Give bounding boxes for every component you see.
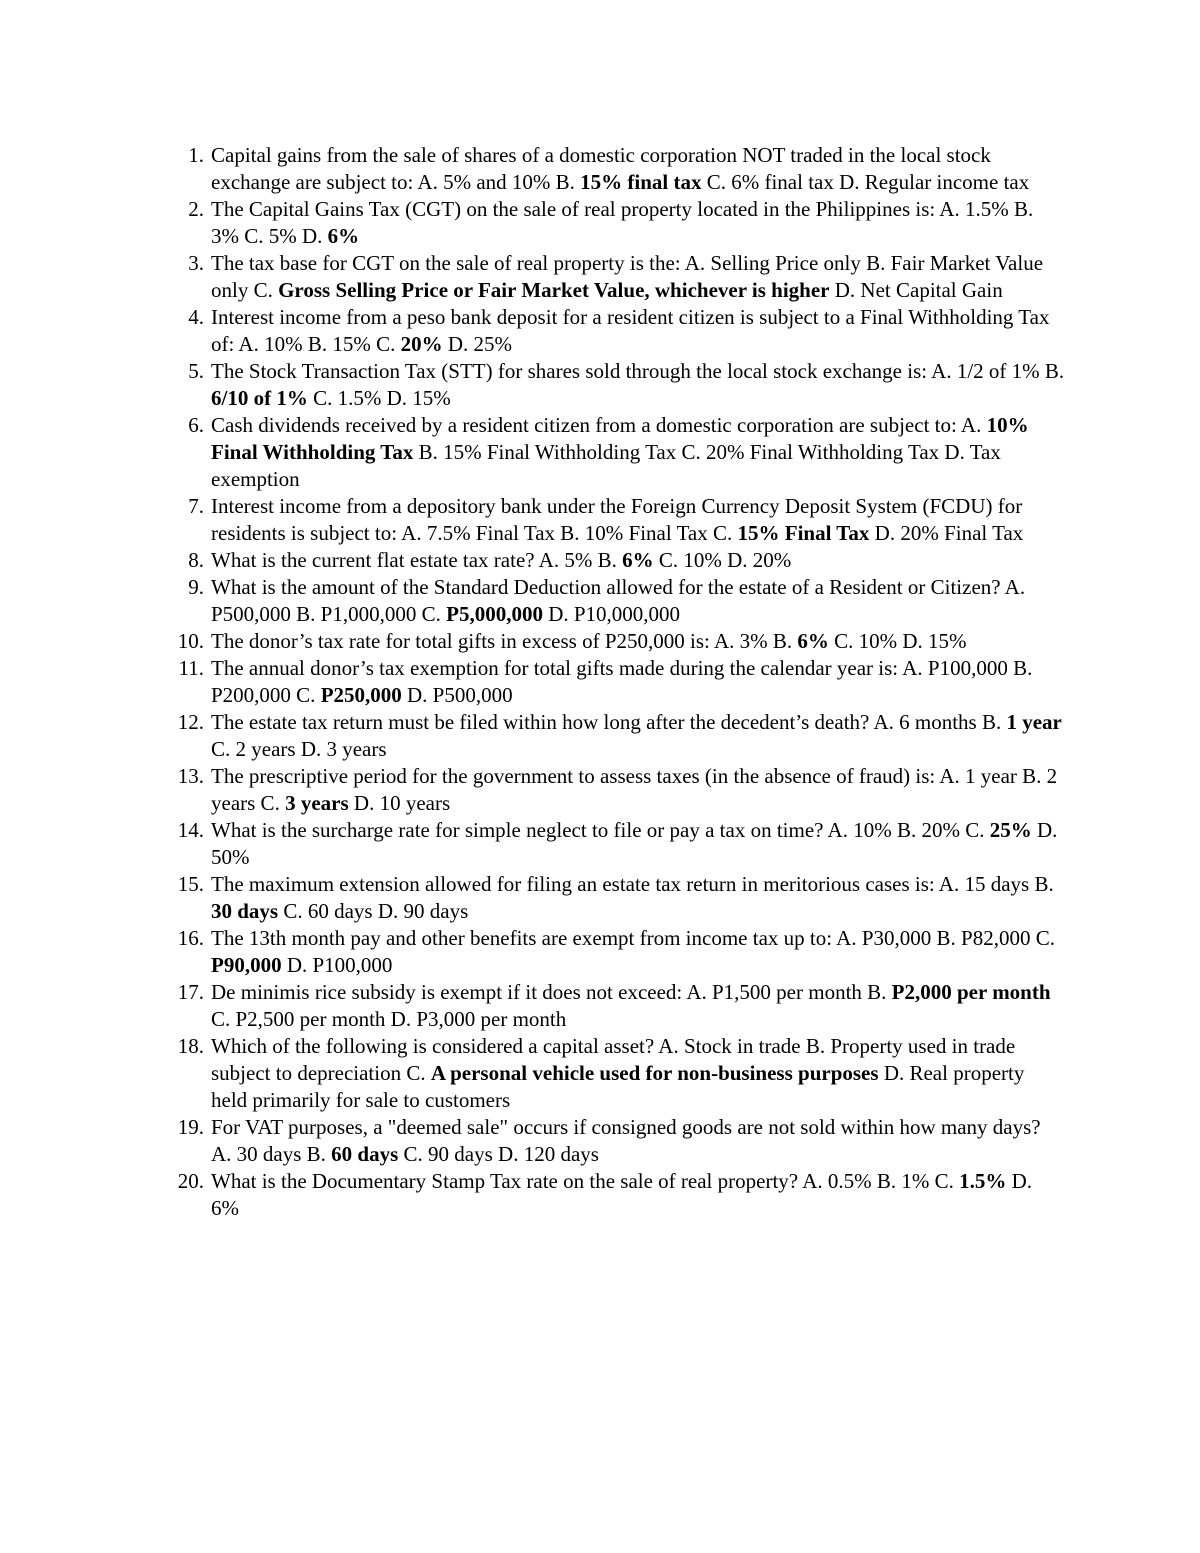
question-number: 17. (177, 980, 204, 1004)
correct-answer: 20% (400, 332, 443, 356)
correct-answer: 6% (327, 224, 360, 248)
question-number: 7. (188, 494, 204, 518)
question-text (211, 548, 791, 572)
question-number: 4. (188, 305, 204, 329)
correct-answer: P2,000 per month (891, 980, 1051, 1004)
question-text-segment: C. 2 years D. 3 years (211, 737, 387, 761)
question-text-segment: D. 50% (211, 818, 1058, 869)
question-text-segment: D. 25% (442, 332, 513, 356)
question-item (170, 250, 1065, 304)
question-item (170, 358, 1065, 412)
question-text (211, 143, 1029, 194)
correct-answer: 1.5% (959, 1169, 1007, 1193)
question-number: 3. (188, 251, 204, 275)
correct-answer: 6/10 of 1% (211, 386, 308, 410)
question-item (170, 1168, 1065, 1222)
question-text-segment: The 13th month pay and other benefits are exempt from income tax up to: A. P30,000 B. P82,000 C. (211, 926, 1055, 950)
question-number: 8. (188, 548, 204, 572)
question-text-segment: What is the current flat estate tax rate? A. 5% B. (211, 548, 623, 572)
correct-answer: A personal vehicle used for non-business purposes (430, 1061, 879, 1085)
question-text-segment: De minimis rice subsidy is exempt if it does not exceed: A. P1,500 per month B. (211, 980, 892, 1004)
question-number: 14. (177, 818, 204, 842)
question-text-segment: D. 20% Final Tax (869, 521, 1024, 545)
question-text (211, 818, 1057, 869)
question-number: 19. (177, 1115, 204, 1139)
question-text (211, 926, 1055, 977)
correct-answer: Gross Selling Price or Fair Market Value, whichever is higher (278, 278, 830, 302)
question-item (170, 871, 1065, 925)
question-text-segment: D. P10,000,000 (542, 602, 681, 626)
correct-answer: 3 years (285, 791, 349, 815)
question-number: 16. (177, 926, 204, 950)
question-item (170, 142, 1065, 196)
question-text-segment: D. Net Capital Gain (829, 278, 1003, 302)
question-number: 1. (188, 143, 204, 167)
question-text-segment: Cash dividends received by a resident citizen from a domestic corporation are subject to: A. (211, 413, 987, 437)
question-list (170, 142, 1065, 1222)
question-number: 5. (188, 359, 204, 383)
question-text (211, 629, 967, 653)
question-text-segment: The Capital Gains Tax (CGT) on the sale of real property located in the Philippines is: A. 1.5% B. 3% C. 5% D. (211, 197, 1034, 248)
question-text (211, 197, 1033, 248)
question-number: 10. (177, 629, 204, 653)
correct-answer: 60 days (331, 1142, 399, 1166)
question-item (170, 493, 1065, 547)
question-text (211, 872, 1054, 923)
question-text (211, 710, 1062, 761)
question-text-segment: Interest income from a peso bank deposit for a resident citizen is subject to a Final Withholding Tax of: A. 10% B. 15% C. (211, 305, 1050, 356)
question-text (211, 413, 1029, 491)
correct-answer: 30 days (211, 899, 279, 923)
question-text-segment: The estate tax return must be filed within how long after the decedent’s death? A. 6 months B. (211, 710, 1007, 734)
question-item (170, 655, 1065, 709)
question-text-segment: D. 10 years (348, 791, 451, 815)
question-text (211, 656, 1032, 707)
question-text-segment: What is the amount of the Standard Deduction allowed for the estate of a Resident or Citizen? A. P500,000 B. P1,000,000 C. (211, 575, 1026, 626)
question-item (170, 574, 1065, 628)
question-item (170, 925, 1065, 979)
correct-answer: 15% Final Tax (737, 521, 870, 545)
question-item (170, 628, 1065, 655)
question-number: 20. (177, 1169, 204, 1193)
correct-answer: 1 year (1006, 710, 1062, 734)
correct-answer: P90,000 (211, 953, 282, 977)
question-text-segment: D. P100,000 (281, 953, 393, 977)
correct-answer: 6% (797, 629, 829, 653)
question-text-segment: C. 10% D. 15% (828, 629, 967, 653)
question-text-segment: C. 1.5% D. 15% (307, 386, 451, 410)
question-number: 9. (188, 575, 204, 599)
question-number: 11. (178, 656, 204, 680)
question-item (170, 709, 1065, 763)
question-item (170, 1033, 1065, 1114)
question-text-segment: The donor’s tax rate for total gifts in excess of P250,000 is: A. 3% B. (211, 629, 798, 653)
question-text-segment: C. 90 days D. 120 days (398, 1142, 599, 1166)
question-text-segment: Which of the following is considered a capital asset? A. Stock in trade B. Property used in trade subject to depreciation C. (211, 1034, 1016, 1085)
question-text-segment: What is the Documentary Stamp Tax rate on the sale of real property? A. 0.5% B. 1% C. (211, 1169, 960, 1193)
question-text (211, 575, 1025, 626)
question-text (211, 1169, 1032, 1220)
question-text (211, 251, 1043, 302)
question-number: 12. (177, 710, 204, 734)
correct-answer: 10% Final Withholding Tax (211, 413, 1029, 464)
question-text-segment: Interest income from a depository bank under the Foreign Currency Deposit System (FCDU) for residents is subject to: A. 7.5% Final Tax B. 10% Final Tax C. (211, 494, 1023, 545)
question-item (170, 412, 1065, 493)
question-text-segment: C. 6% final tax D. Regular income tax (701, 170, 1030, 194)
question-text (211, 494, 1023, 545)
question-text-segment: The Stock Transaction Tax (STT) for shares sold through the local stock exchange is: A. 1/2 of 1% B. (211, 359, 1065, 383)
question-text-segment: D. Real property held primarily for sale to customers (211, 1061, 1025, 1112)
question-text (211, 359, 1064, 410)
question-text (211, 980, 1051, 1031)
question-item (170, 979, 1065, 1033)
question-number: 6. (188, 413, 204, 437)
question-text (211, 305, 1049, 356)
question-number: 13. (177, 764, 204, 788)
question-number: 18. (177, 1034, 204, 1058)
question-text-segment: B. 15% Final Withholding Tax C. 20% Final Withholding Tax D. Tax exemption (211, 440, 1001, 491)
question-item (170, 763, 1065, 817)
question-text (211, 1034, 1024, 1112)
correct-answer: P250,000 (320, 683, 402, 707)
question-text-segment: C. 10% D. 20% (653, 548, 792, 572)
question-text-segment: The maximum extension allowed for filing an estate tax return in meritorious cases is: A. 15 days B. (211, 872, 1054, 896)
question-text-segment: The annual donor’s tax exemption for total gifts made during the calendar year is: A. P100,000 B. P200,000 C. (211, 656, 1033, 707)
question-number: 2. (188, 197, 204, 221)
question-text-segment: What is the surcharge rate for simple neglect to file or pay a tax on time? A. 10% B. 20% C. (211, 818, 990, 842)
question-text-segment: D. 6% (211, 1169, 1033, 1220)
question-item (170, 1114, 1065, 1168)
question-text (211, 1115, 1041, 1166)
question-text-segment: The prescriptive period for the government to assess taxes (in the absence of fraud) is: A. 1 year B. 2 years C. (211, 764, 1058, 815)
question-text-segment: Capital gains from the sale of shares of a domestic corporation NOT traded in the local stock exchange are subject to: A. 5% and 10% B. (211, 143, 991, 194)
correct-answer: P5,000,000 (446, 602, 543, 626)
question-item (170, 304, 1065, 358)
question-text-segment: For VAT purposes, a "deemed sale" occurs if consigned goods are not sold within how many days? A. 30 days B. (211, 1115, 1041, 1166)
question-text (211, 764, 1057, 815)
correct-answer: 15% final tax (580, 170, 702, 194)
correct-answer: 25% (989, 818, 1032, 842)
question-item (170, 547, 1065, 574)
correct-answer: 6% (622, 548, 654, 572)
question-item (170, 196, 1065, 250)
question-item (170, 817, 1065, 871)
question-text-segment: The tax base for CGT on the sale of real property is the: A. Selling Price only B. Fair Market Value only C. (211, 251, 1044, 302)
question-text-segment: C. 60 days D. 90 days (278, 899, 469, 923)
question-text-segment: C. P2,500 per month D. P3,000 per month (211, 1007, 567, 1031)
question-number: 15. (177, 872, 204, 896)
question-text-segment: D. P500,000 (401, 683, 513, 707)
